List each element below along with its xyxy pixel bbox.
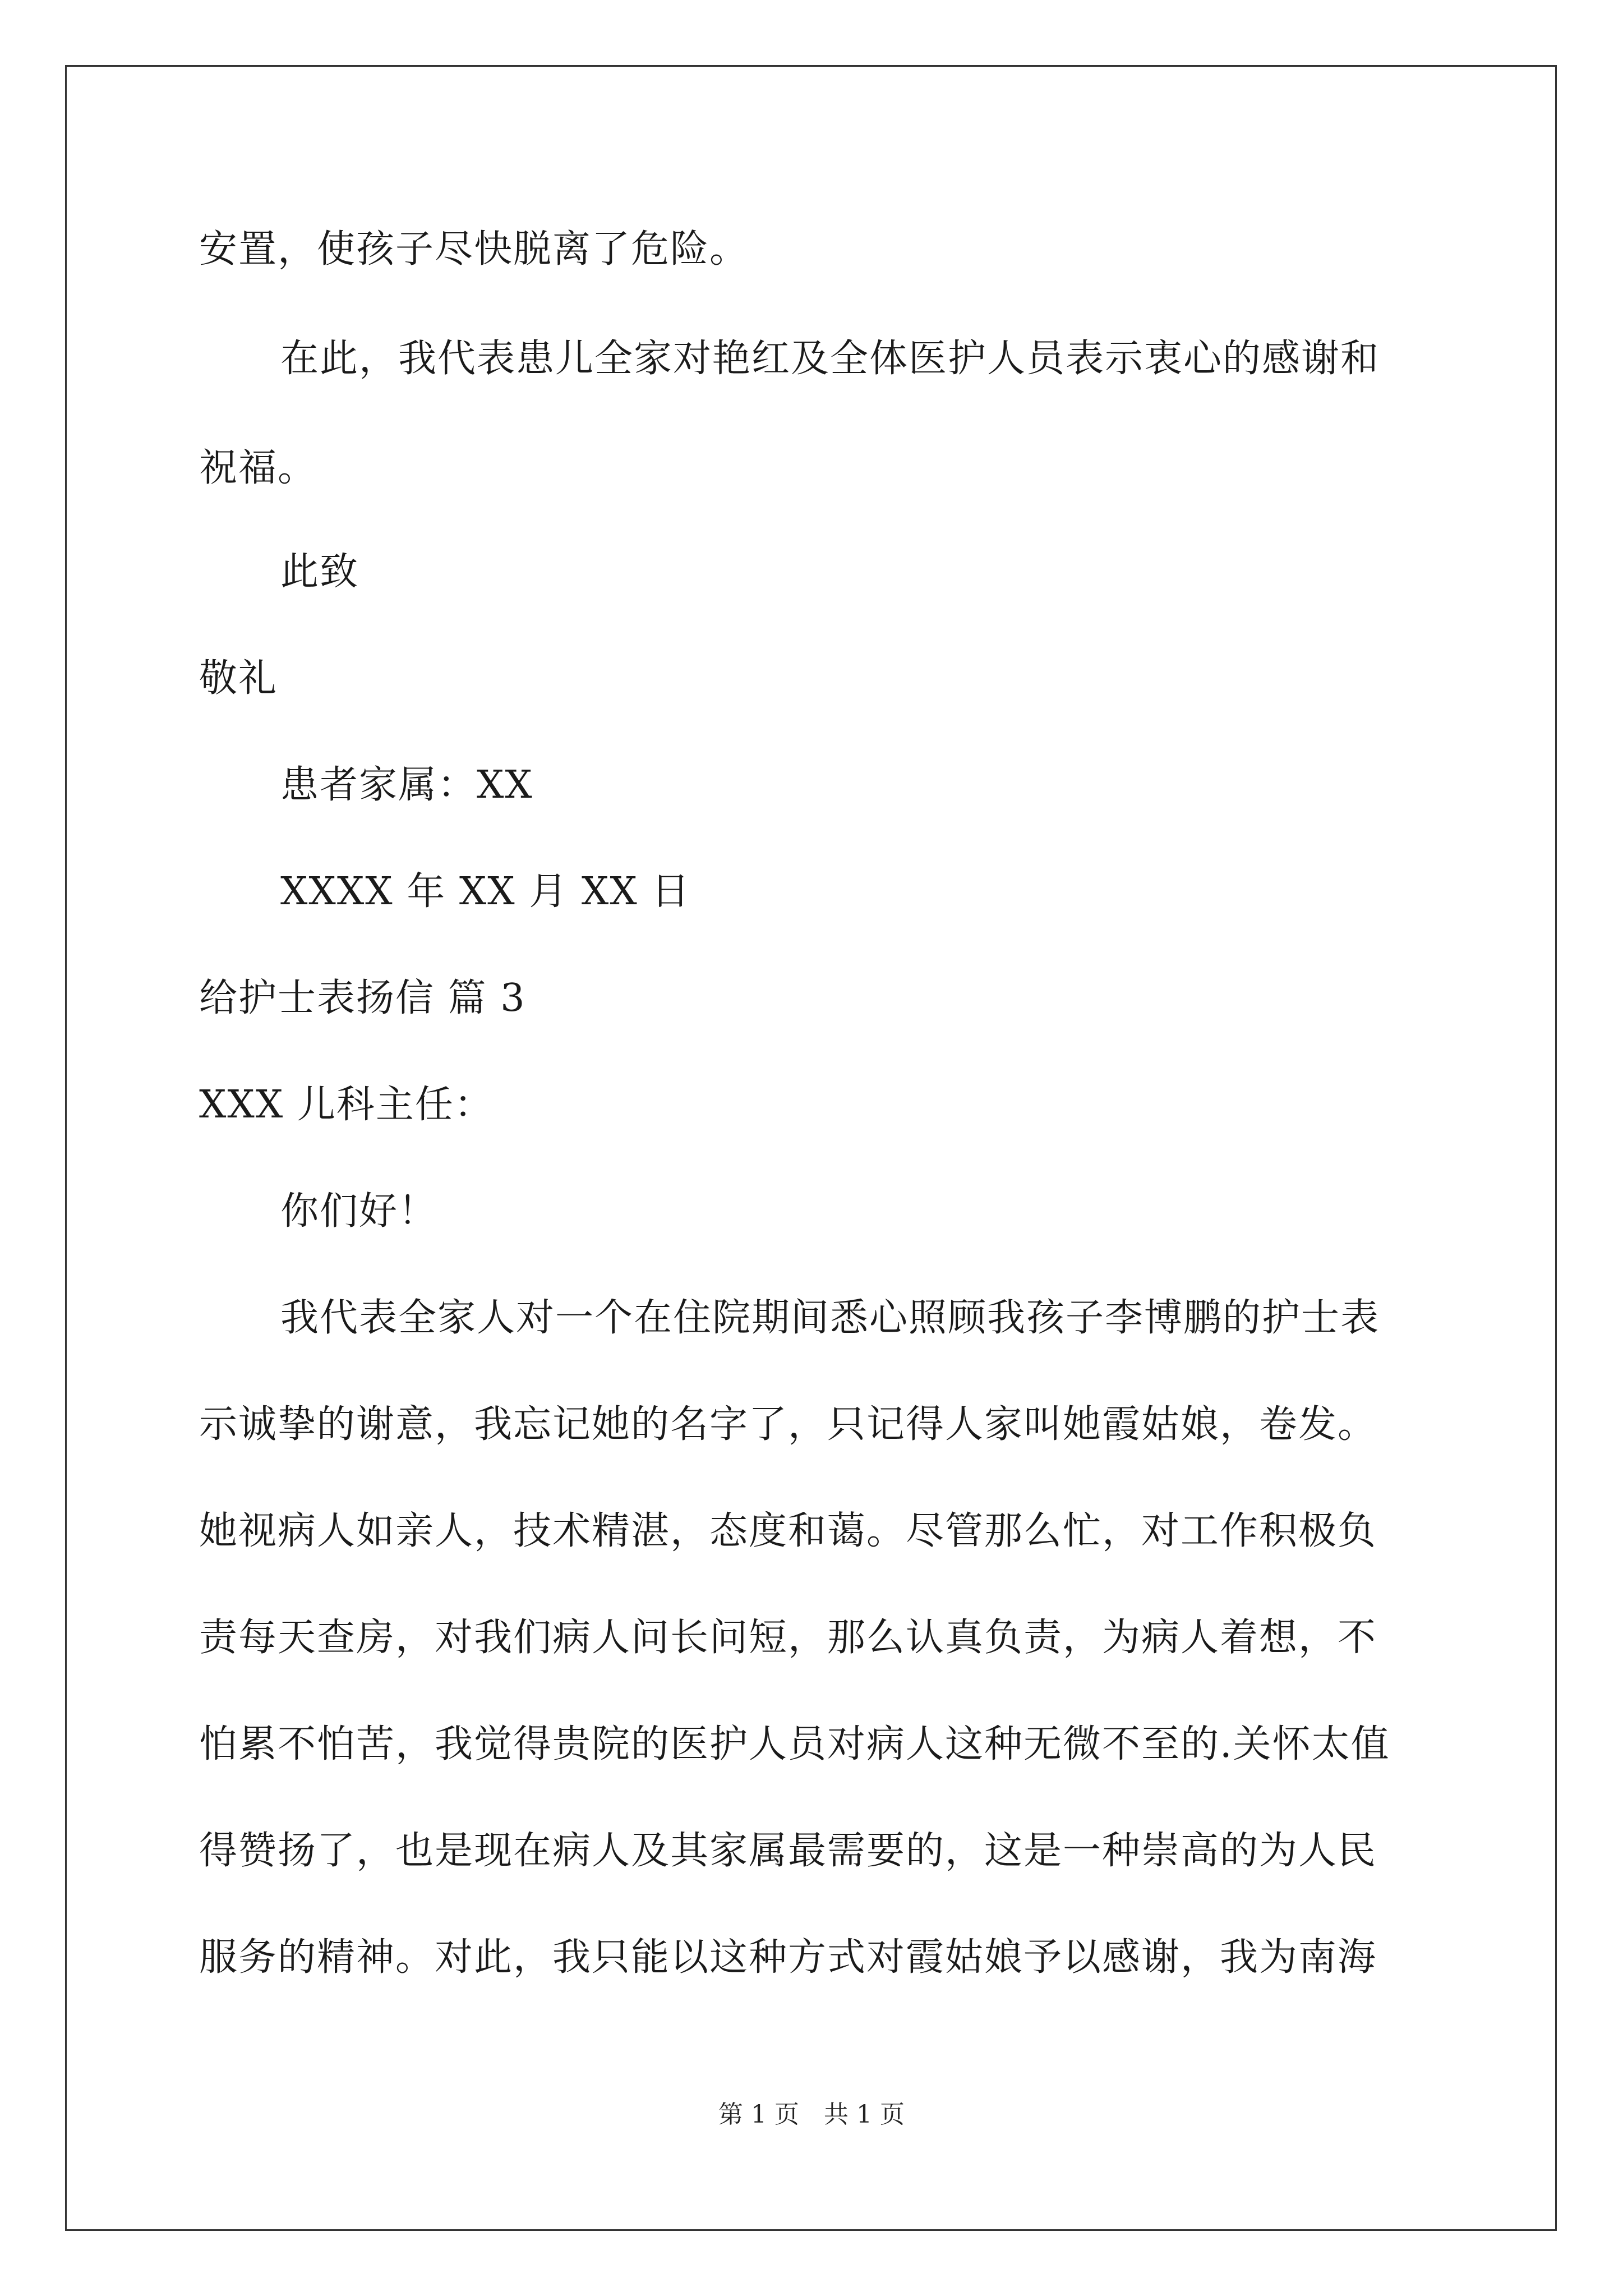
paragraph-line: 示诚挚的谢意，我忘记她的名字了，只记得人家叫她霞姑娘，卷发。 <box>199 1402 1377 1447</box>
date-line: XXXX 年 XX 月 XX 日 <box>280 869 691 914</box>
greeting: 你们好！ <box>280 1189 438 1234</box>
paragraph-line: 服务的精神。对此，我只能以这种方式对霞姑娘予以感谢，我为南海 <box>199 1935 1377 1980</box>
signature-line: 患者家属：XX <box>280 763 533 807</box>
page-number-footer: 第 1 页 共 1 页 <box>718 2100 905 2129</box>
page-border <box>65 65 1557 2231</box>
paragraph-line: 得赞扬了，也是现在病人及其家属最需要的，这是一种崇高的为人民 <box>199 1829 1377 1873</box>
paragraph-line: 安置，使孩子尽快脱离了危险。 <box>199 227 749 272</box>
paragraph-line: 我代表全家人对一个在住院期间悉心照顾我孩子李博鹏的护士表 <box>280 1296 1380 1340</box>
paragraph-line: 责每天查房，对我们病人问长问短，那么认真负责，为病人着想，不 <box>199 1616 1377 1660</box>
closing-respect: 敬礼 <box>199 656 278 701</box>
paragraph-line: 怕累不怕苦，我觉得贵院的医护人员对病人这种无微不至的.关怀太值 <box>199 1722 1390 1766</box>
paragraph-line: 她视病人如亲人，技术精湛，态度和蔼。尽管那么忙，对工作积极负 <box>199 1509 1377 1553</box>
paragraph-line: 在此，我代表患儿全家对艳红及全体医护人员表示衷心的感谢和 <box>280 337 1380 381</box>
closing-salutation: 此致 <box>280 550 359 594</box>
section-heading: 给护士表扬信 篇 3 <box>199 976 526 1020</box>
letter-recipient: XXX 儿科主任： <box>199 1083 494 1127</box>
paragraph-line: 祝福。 <box>199 446 317 490</box>
